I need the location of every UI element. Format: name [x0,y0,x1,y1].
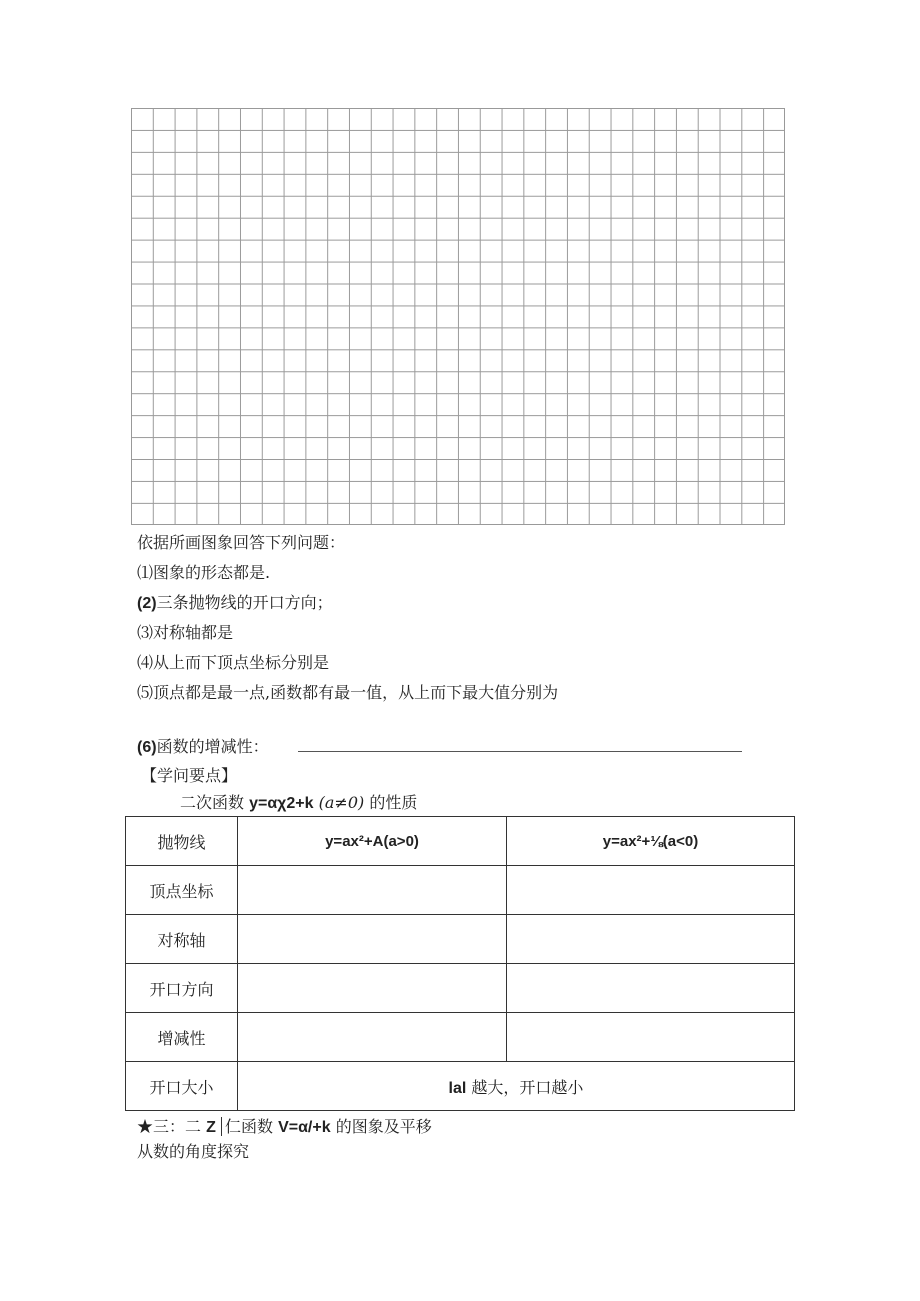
row-label-monotonicity: 增减性 [126,1013,238,1062]
footer-formula: V=α/+k [278,1119,331,1136]
cell-empty [238,915,507,964]
subtitle-condition: (a≠0) [318,793,365,812]
table-row [126,964,795,1013]
header-parabola: 抛物线 [126,817,238,866]
subtitle-suffix: 的性质 [364,793,418,812]
subtitle-formula: y=αχ2+k [249,795,314,812]
question-1: ⑴图象的形态都是. [137,563,271,582]
table-row [126,1013,795,1062]
table-row [126,1062,795,1111]
footer-prefix: ★三：二 [137,1117,207,1136]
question-2-text: 三条抛物线的开口方向； [156,593,333,612]
cell-empty [238,964,507,1013]
footer-suffix: 的图象及平移 [330,1117,432,1136]
cell-empty [238,1013,507,1062]
row-label-direction: 开口方向 [126,964,238,1013]
footer-heading [137,1117,432,1138]
graph-paper-grid [131,108,785,525]
table-header-row [126,817,795,866]
questions-intro: 依据所画图象回答下列问题： [137,533,346,552]
row-label-axis: 对称轴 [126,915,238,964]
question-3: ⑶对称轴都是 [137,623,234,642]
cell-empty [238,866,507,915]
row-label-vertex: 顶点坐标 [126,866,238,915]
cell-empty [507,1013,795,1062]
table-row [126,915,795,964]
section-subtitle [180,793,417,814]
header-a-negative: y=ax²+⅛(a<0) [507,817,795,866]
question-4: ⑷从上而下顶点坐标分别是 [137,653,330,672]
footer-line-2: 从数的角度探究 [137,1142,250,1161]
opening-size-text: 越大，开口越小 [466,1077,584,1097]
row-label-opening-size: 开口大小 [126,1062,238,1111]
cell-empty [507,915,795,964]
table-row [126,866,795,915]
subtitle-prefix: 二次函数 [180,793,250,812]
question-2-number: (2) [137,595,157,612]
section-heading: 【学问要点】 [141,766,238,785]
cell-empty [507,964,795,1013]
answer-line [298,751,742,752]
footer-mid: 仁函数 [221,1117,278,1136]
question-5: ⑸顶点都是最一点,函数都有最一值，从上而下最大值分别为 [137,683,559,702]
question-6-text: 函数的增减性： [156,737,269,756]
question-6 [137,737,269,758]
properties-table [125,816,795,1111]
question-6-number: (6) [137,739,157,756]
opening-size-value [238,1062,795,1111]
abs-a-label: lal [448,1079,467,1097]
cell-empty [507,866,795,915]
footer-z: Z [206,1119,216,1136]
header-a-positive: y=ax²+A(a>0) [238,817,507,866]
question-2 [137,593,333,614]
